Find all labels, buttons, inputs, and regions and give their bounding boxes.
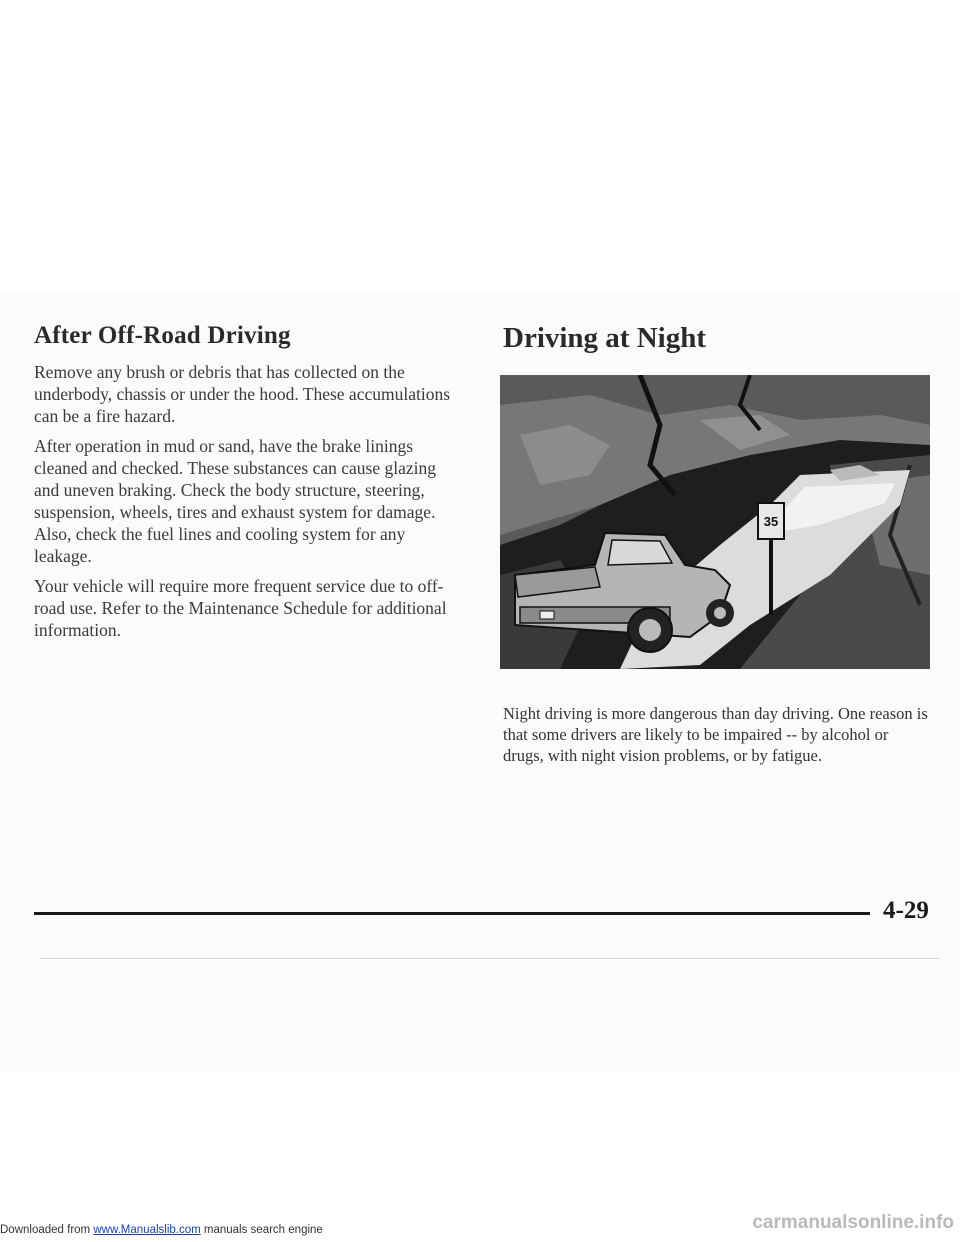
manualslib-link[interactable]: www.Manualslib.com: [93, 1224, 201, 1236]
night-driving-caption: Night driving is more dangerous than day driving. One reason is that some drivers are likely to be impaired -- by alcohol or drugs, with night vision problems, or by fatigue.: [503, 704, 928, 765]
paragraph-debris: Remove any brush or debris that has collected on the underbody, chassis or under the hood. These accumulations can be a fire hazard.: [34, 362, 451, 426]
off-road-text-column: [34, 361, 464, 649]
page-number: 4-29: [883, 897, 929, 924]
section-heading-off-road: After Off-Road Driving: [34, 322, 291, 349]
footer-suffix: manuals search engine: [200, 1224, 323, 1236]
section-heading-night-driving: Driving at Night: [503, 322, 706, 354]
footer-prefix: Downloaded from: [0, 1224, 94, 1236]
footer-rule: [34, 912, 870, 915]
paragraph-service: Your vehicle will require more frequent service due to off-road use. Refer to the Maintenance Schedule for additional information.: [34, 576, 447, 640]
speed-sign-number: 35: [763, 514, 779, 529]
download-footer: [0, 1224, 323, 1236]
scan-edge-line: [40, 958, 940, 959]
paragraph-mud-sand: After operation in mud or sand, have the brake linings cleaned and checked. These substances can cause glazing and uneven braking. Check the body structure, steering, suspension, wheels, tires and exhaust system for damage. Also, check the fuel lines and cooling system for any leakage.: [34, 436, 436, 566]
night-driving-illustration: [500, 375, 930, 669]
site-watermark: carmanualsonline.info: [752, 1212, 954, 1233]
